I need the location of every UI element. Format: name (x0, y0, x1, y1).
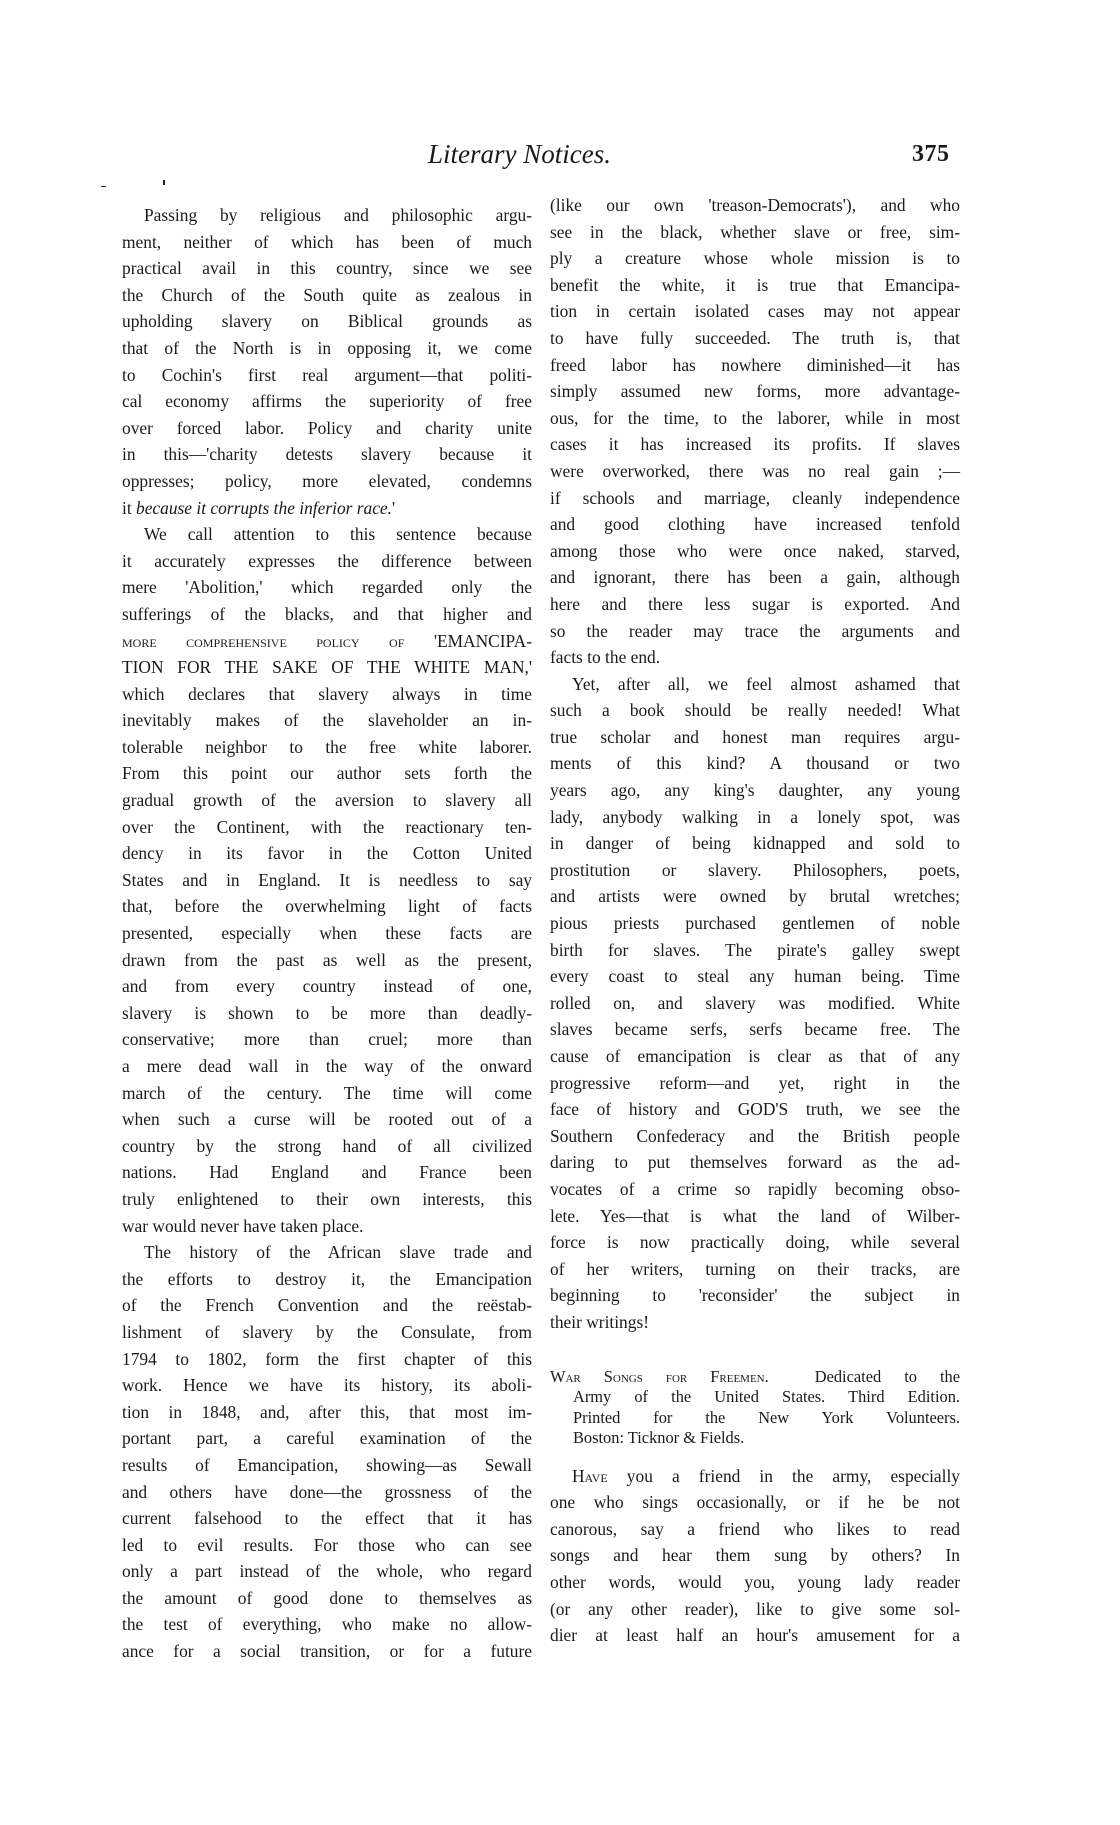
text-line: and artists were owned by brutal wretches; (550, 886, 960, 907)
text-line: truly enlightened to their own interests, this (122, 1188, 532, 1209)
text-line: 1794 to 1802, form the first chapter of this (122, 1348, 532, 1369)
book-dedication: Dedicated to the (814, 1366, 960, 1386)
text-line: here and there less sugar is exported. And (550, 593, 960, 614)
text-line: and others have done—the grossness of the (122, 1481, 532, 1502)
text-line: true scholar and honest man requires argu- (550, 726, 960, 747)
text-line: dier at least half an hour's amusement for a (550, 1625, 960, 1646)
text-line: (or any other reader), like to give some sol- (550, 1598, 960, 1619)
text-line: see in the black, whether slave or free, sim- (550, 221, 960, 242)
book-notice-line: Printed for the New York Volunteers. (573, 1407, 960, 1427)
text-line: ment, neither of which has been of much (122, 231, 532, 252)
text-line: practical avail in this country, since we see (122, 258, 532, 279)
text-line: force is now practically doing, while several (550, 1232, 960, 1253)
paragraph-cochin-argument (122, 202, 532, 521)
text-line: ply a creature whose whole mission is to (550, 248, 960, 269)
text-line: benefit the white, it is true that Emancipa- (550, 274, 960, 295)
text-line: nations. Had England and France been (122, 1162, 532, 1183)
text-line: the Church of the South quite as zealous in (122, 284, 532, 305)
text-line: to have fully succeeded. The truth is, that (550, 327, 960, 348)
text-line: such a book should be really needed! What (550, 700, 960, 721)
text-line: only a part instead of the whole, who regard (122, 1561, 532, 1582)
text-line: facts to the end. (550, 647, 661, 668)
text-line: pious priests purchased gentlemen of noble (550, 913, 960, 934)
text-line: march of the century. The time will come (122, 1082, 532, 1103)
text-line: the amount of good done to themselves as (122, 1587, 532, 1608)
text-line: it accurately expresses the difference between (122, 550, 532, 571)
text-line: freed labor has nowhere diminished—it has (550, 354, 960, 375)
text-line: dency in its favor in the Cotton United (122, 843, 532, 864)
text-line: From this point our author sets forth the (122, 763, 532, 784)
section-gap (550, 1336, 960, 1362)
book-publisher: Boston: Ticknor & Fields. (573, 1428, 745, 1448)
text-line: work. Hence we have its history, its aboli- (122, 1375, 532, 1396)
book-notice-title-line (550, 1367, 960, 1388)
text-line: Yet, after all, we feel almost ashamed that (572, 673, 960, 694)
text-line: Passing by religious and philosophic argu- (144, 205, 532, 225)
paragraph-continued-argument (550, 192, 960, 671)
text-line: We call attention to this sentence because (144, 524, 532, 545)
text-line: the test of everything, who make no allow- (122, 1614, 532, 1635)
book-notice-heading (550, 1367, 960, 1449)
text-line: rolled on, and slavery was modified. White (550, 992, 960, 1013)
text-line: lete. Yes—that is what the land of Wilber- (550, 1205, 960, 1226)
text-line-smallcaps: more comprehensive policy of 'EMANCIPA- (122, 630, 532, 651)
print-speck (163, 180, 165, 185)
text-line: inevitably makes of the slaveholder an in- (122, 710, 532, 731)
text-line: in danger of being kidnapped and sold to (550, 833, 960, 854)
text-line: that, before the overwhelming light of facts (122, 896, 532, 917)
text-line: were overworked, there was no real gain ;— (550, 460, 960, 481)
text-line: oppresses; policy, more elevated, condemns (122, 470, 532, 491)
text-line: of her writers, turning on their tracks, are (550, 1258, 960, 1279)
text-line: sufferings of the blacks, and that higher and (122, 603, 532, 624)
text-line: cause of emancipation is clear as that of any (550, 1046, 960, 1066)
lead-word: Have (572, 1465, 608, 1486)
text-line: cases it has increased its profits. If slaves (550, 434, 960, 455)
text-line: lady, anybody walking in a lonely spot, was (550, 806, 960, 827)
text-line: of the French Convention and the reëstab- (122, 1295, 532, 1316)
text-line-lead (550, 1463, 960, 1490)
text-line: and from every country instead of one, (122, 976, 532, 997)
text-line: over the Continent, with the reactionary ten- (122, 816, 532, 837)
text-line: mere 'Abolition,' which regarded only the (122, 577, 532, 598)
page-number: 375 (912, 141, 950, 167)
text-line: to Cochin's first real argument—that politi- (122, 364, 532, 385)
text-line: which declares that slavery always in time (122, 683, 532, 704)
text-line: current falsehood to the effect that it has (122, 1508, 532, 1529)
print-speck (101, 186, 106, 187)
right-column (550, 192, 960, 1649)
paragraph-emancipation-policy (122, 521, 532, 1239)
paragraph-ashamed (550, 671, 960, 1336)
text-line: cal economy affirms the superiority of free (122, 391, 532, 412)
text-line: and good clothing have increased tenfold (550, 514, 960, 535)
running-title: Literary Notices. (428, 139, 611, 169)
text-line: in this—'charity detests slavery because it (122, 444, 532, 465)
text-line: States and in England. It is needless to say (122, 869, 532, 890)
text-line: and ignorant, there has been a gain, although (550, 567, 960, 588)
text-line: drawn from the past as well as the present, (122, 949, 532, 970)
text-line: beginning to 'reconsider' the subject in (550, 1285, 960, 1306)
text-line: progressive reform—and yet, right in the (550, 1072, 960, 1093)
text-line: conservative; more than cruel; more than (122, 1029, 532, 1050)
text-line: simply assumed new forms, more advantage- (550, 381, 960, 402)
text-line: when such a curse will be rooted out of a (122, 1109, 532, 1130)
text-line: The history of the African slave trade and (144, 1242, 532, 1263)
text-line: led to evil results. For those who can see (122, 1534, 532, 1555)
text-line: every coast to steal any human being. Time (550, 966, 960, 987)
text-line: songs and hear them sung by others? In (550, 1545, 960, 1566)
text-line: that of the North is in opposing it, we come (122, 337, 532, 358)
text-line: slaves became serfs, serfs became free. The (550, 1019, 960, 1040)
book-notice-line: Army of the United States. Third Edition. (573, 1387, 960, 1407)
text-line: tion in 1848, and, after this, that most im- (122, 1401, 532, 1422)
text-line: presented, especially when these facts are (122, 923, 532, 944)
text-line: portant part, a careful examination of the (122, 1428, 532, 1449)
text-line: daring to put themselves forward as the ad- (550, 1152, 960, 1173)
text-line: so the reader may trace the arguments and (550, 620, 960, 641)
text-line: face of history and GOD'S truth, we see the (550, 1099, 960, 1120)
text-line: birth for slaves. The pirate's galley swept (550, 939, 960, 960)
text-line: tolerable neighbor to the free white laborer. (122, 736, 532, 757)
text-line: their writings! (550, 1311, 650, 1332)
book-title: War Songs for Freemen. (550, 1366, 769, 1386)
left-column (122, 202, 532, 1665)
text-line: gradual growth of the aversion to slavery all (122, 790, 532, 811)
text-line: Southern Confederacy and the British people (550, 1125, 960, 1146)
paragraph-war-songs-review (550, 1463, 960, 1649)
text-line: over forced labor. Policy and charity unite (122, 417, 532, 438)
text-line: ments of this kind? A thousand or two (550, 753, 960, 774)
text-line: ous, for the time, to the laborer, while in most (550, 407, 960, 428)
paragraph-slave-trade-history (122, 1239, 532, 1665)
text-line: among those who were once naked, starved, (550, 540, 960, 561)
text-line: upholding slavery on Biblical grounds as (122, 311, 532, 332)
text-line: vocates of a crime so rapidly becoming obso- (550, 1178, 960, 1199)
text-line: (like our own 'treason-Democrats'), and who (550, 195, 960, 215)
text-line: other words, would you, young lady reader (550, 1571, 960, 1592)
italic-phrase: because it corrupts the inferior race. (136, 497, 393, 518)
text-line: a mere dead wall in the way of the onward (122, 1056, 532, 1076)
text-line: if schools and marriage, cleanly independence (550, 487, 960, 508)
running-head (0, 136, 1120, 176)
text-fragment: it (122, 497, 137, 518)
text-line-smallcaps: TION FOR THE SAKE OF THE WHITE MAN,' (122, 657, 532, 678)
text-line: prostitution or slavery. Philosophers, poets, (550, 859, 960, 880)
text-line: results of Emancipation, showing—as Sewall (122, 1454, 532, 1475)
text-line: ance for a social transition, or for a future (122, 1641, 532, 1662)
text-line: tion in certain isolated cases may not appear (550, 301, 960, 322)
text-fragment: you a friend in the army, especially (626, 1465, 960, 1486)
text-line-italic-quote (122, 495, 532, 522)
text-line: war would never have taken place. (122, 1215, 364, 1236)
text-line: the efforts to destroy it, the Emancipation (122, 1268, 532, 1289)
text-fragment: ' (392, 497, 396, 518)
text-line: canorous, say a friend who likes to read (550, 1518, 960, 1539)
text-line: slavery is shown to be more than deadly- (122, 1002, 532, 1023)
text-line: one who sings occasionally, or if he be not (550, 1492, 960, 1513)
text-line: years ago, any king's daughter, any young (550, 780, 960, 801)
text-line: country by the strong hand of all civilized (122, 1135, 532, 1156)
text-line: lishment of slavery by the Consulate, from (122, 1321, 532, 1342)
